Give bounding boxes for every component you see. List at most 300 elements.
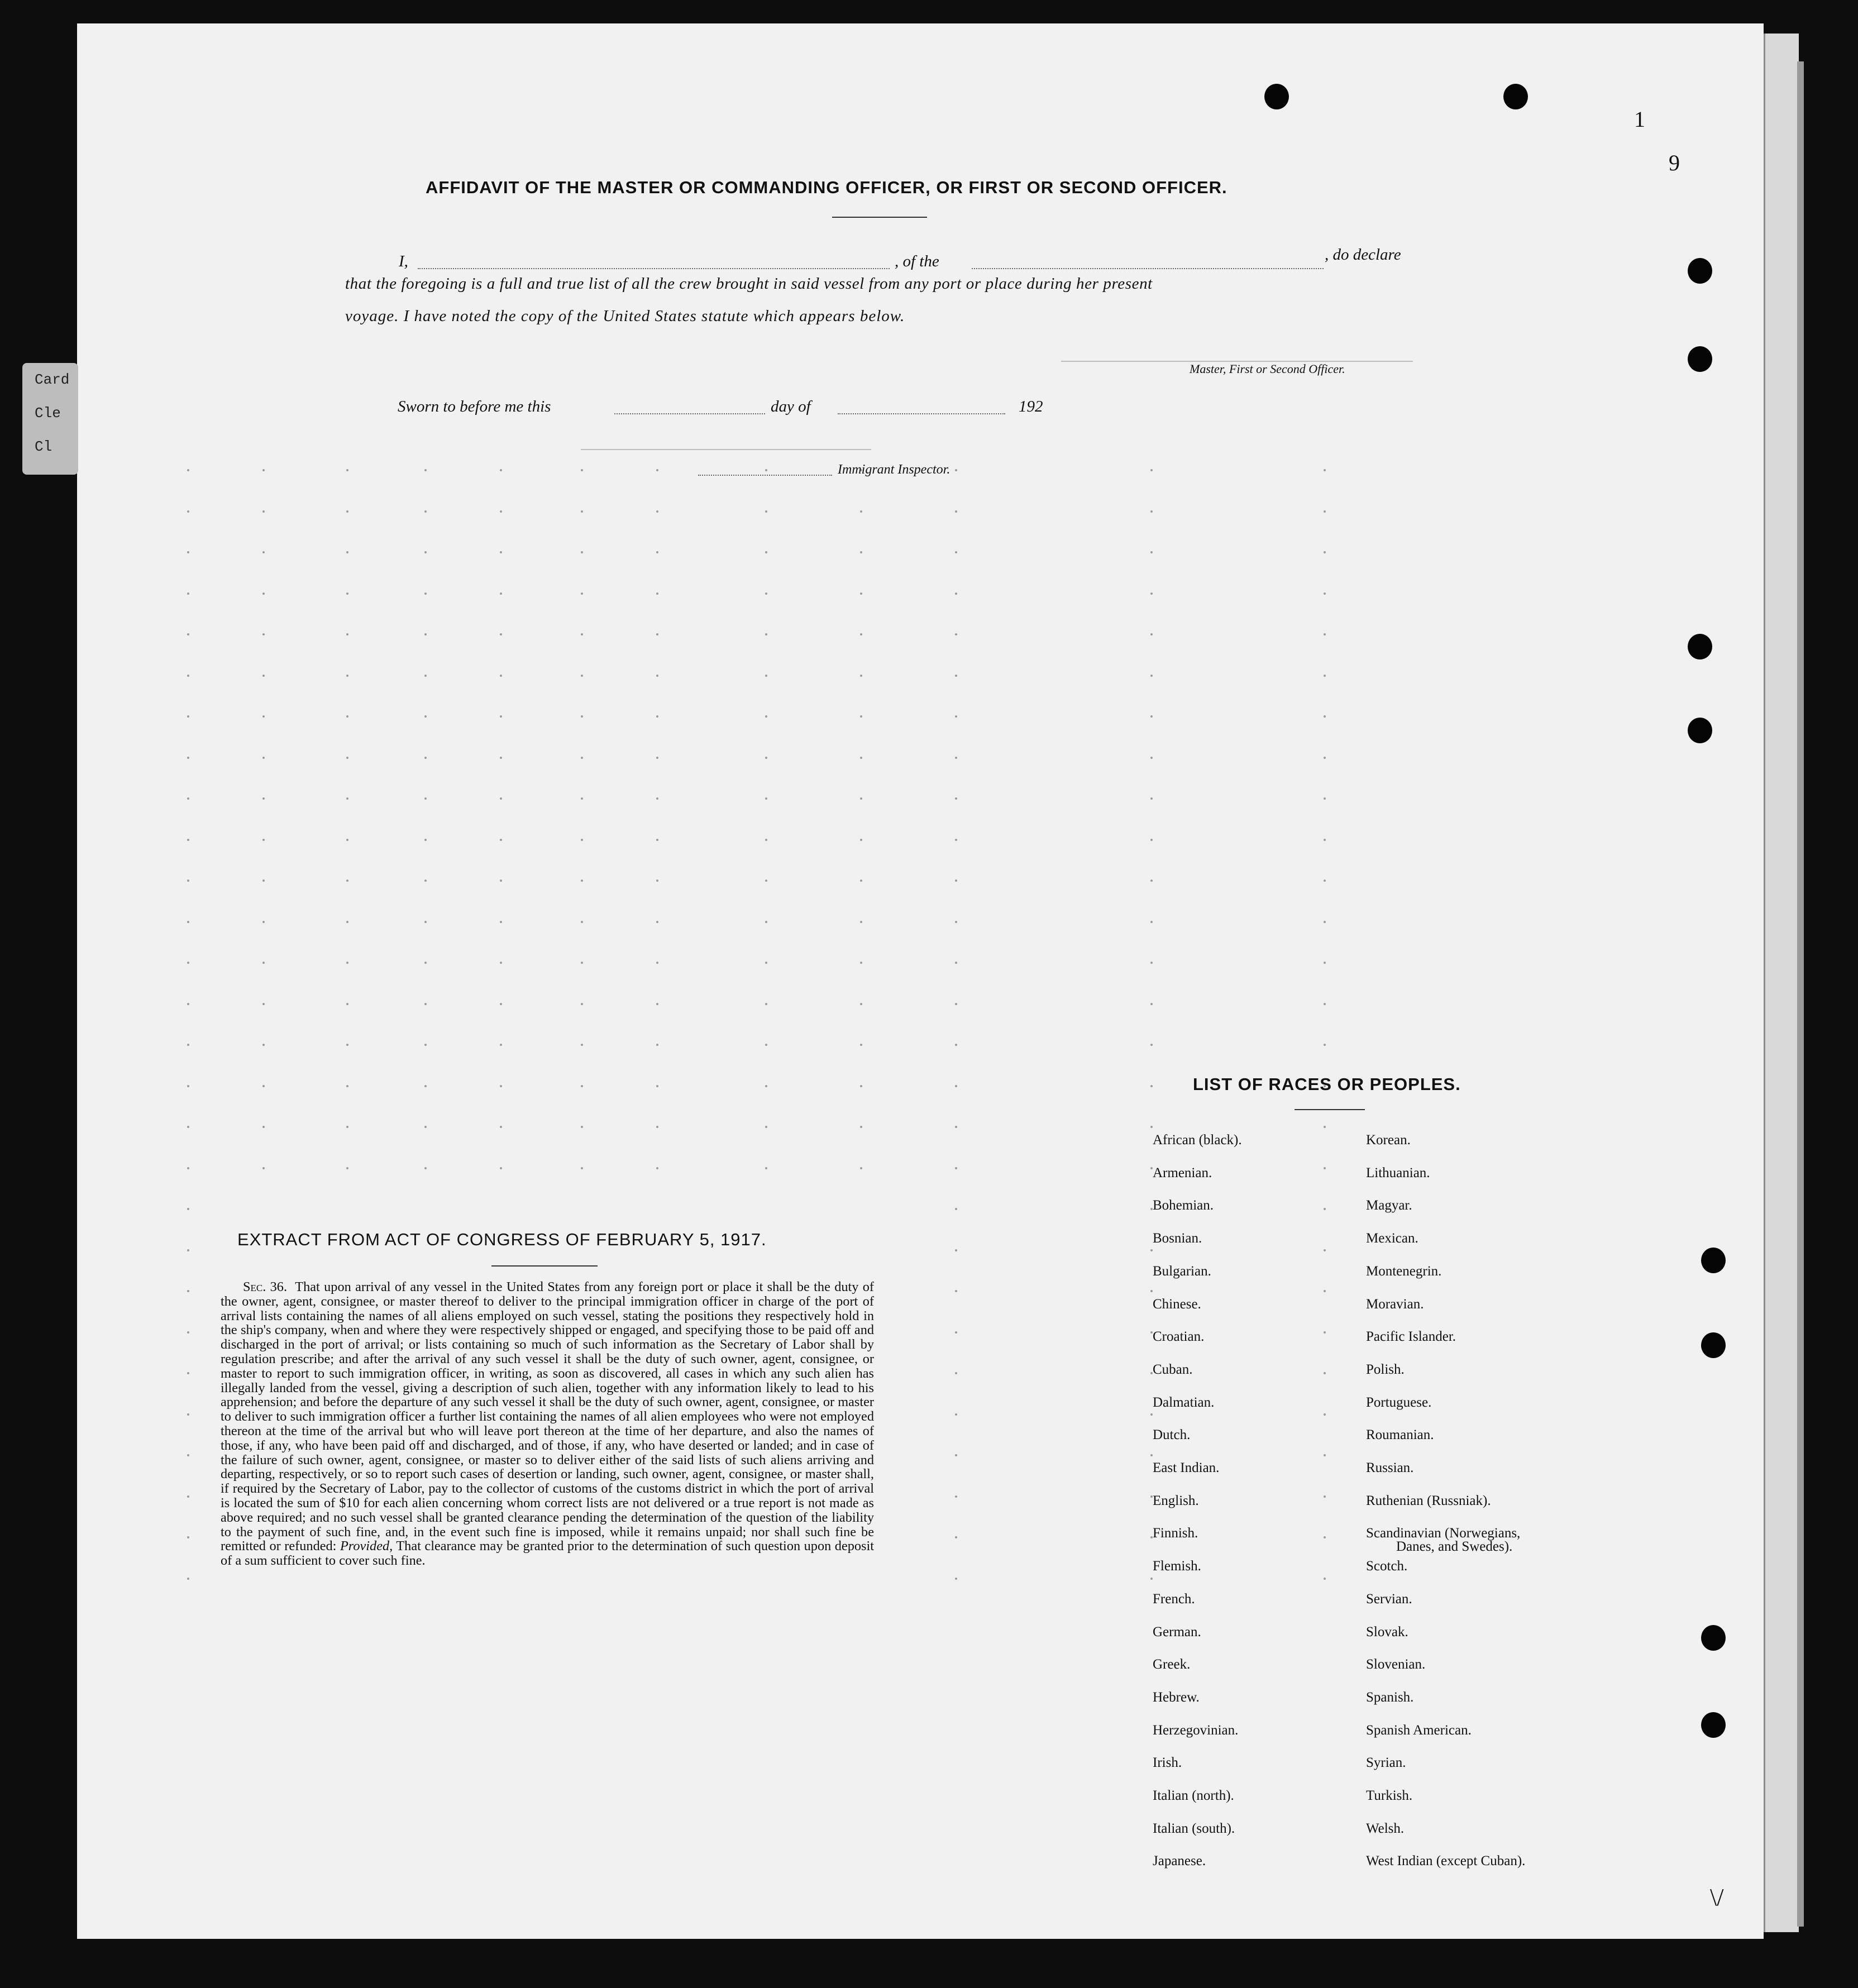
bleed-through-dot (262, 592, 265, 595)
bleed-through-dot (860, 880, 862, 882)
bleed-through-dot (424, 1044, 427, 1046)
bleed-through-dot (955, 1290, 957, 1292)
left-index-tab (22, 363, 78, 475)
bleed-through-dot (424, 962, 427, 964)
bleed-through-dot (424, 715, 427, 718)
bleed-through-dot (1150, 797, 1153, 800)
bleed-through-dot (500, 1003, 502, 1005)
bleed-through-dot (955, 1249, 957, 1251)
bleed-through-dot (1150, 469, 1153, 471)
bleed-through-dot (860, 551, 862, 553)
bleed-through-dot (424, 469, 427, 471)
bleed-through-dot (1324, 469, 1326, 471)
bleed-through-dot (1150, 715, 1153, 718)
bleed-through-dot (500, 551, 502, 553)
race-item: Syrian. (1366, 1755, 1406, 1771)
race-item: Russian. (1366, 1460, 1414, 1475)
bleed-through-dot (187, 1126, 189, 1128)
bleed-through-dot (187, 1331, 189, 1334)
bleed-through-dot (500, 1167, 502, 1169)
of-the-label: , of the (895, 252, 939, 270)
inspector-label: Immigrant Inspector. (838, 462, 951, 477)
bleed-through-dot (656, 757, 658, 759)
bleed-through-dot (1324, 921, 1326, 923)
bleed-through-dot (346, 1167, 348, 1169)
bleed-through-dot (1324, 1208, 1326, 1210)
bleed-through-dot (955, 1085, 957, 1087)
bleed-through-dot (187, 1249, 189, 1251)
bleed-through-dot (955, 1578, 957, 1580)
bleed-through-dot (262, 1085, 265, 1087)
bleed-through-dot (187, 1495, 189, 1498)
bleed-through-dot (765, 880, 767, 882)
vessel-fill-line[interactable] (972, 268, 1324, 269)
bleed-through-dot (581, 797, 583, 800)
bleed-through-dot (262, 469, 265, 471)
race-item: Finnish. (1153, 1526, 1198, 1541)
affidavit-statement-line2: voyage. I have noted the copy of the United States statute which appears below. (345, 307, 905, 325)
bleed-through-dot (187, 1413, 189, 1416)
bleed-through-dot (1150, 1578, 1153, 1580)
bleed-through-dot (656, 797, 658, 800)
bleed-through-dot (581, 1085, 583, 1087)
bleed-through-dot (860, 1003, 862, 1005)
bleed-through-dot (1324, 1044, 1326, 1046)
bleed-through-dot (955, 797, 957, 800)
left-tab-text-3: Cl (35, 438, 52, 455)
bleed-through-dot (1324, 1003, 1326, 1005)
bleed-through-dot (187, 633, 189, 635)
bleed-through-dot (656, 962, 658, 964)
bleed-through-dot (1324, 1578, 1326, 1580)
bleed-through-dot (656, 510, 658, 513)
bleed-through-dot (955, 962, 957, 964)
bleed-through-dot (860, 715, 862, 718)
bleed-through-dot (955, 921, 957, 923)
race-item: Dalmatian. (1153, 1394, 1215, 1410)
bleed-through-dot (346, 510, 348, 513)
race-item: Moravian. (1366, 1296, 1424, 1312)
bleed-through-dot (187, 921, 189, 923)
bleed-through-dot (581, 1044, 583, 1046)
bleed-through-dot (955, 551, 957, 553)
bleed-through-dot (860, 962, 862, 964)
bleed-through-dot (346, 633, 348, 635)
bleed-through-dot (1150, 551, 1153, 553)
bleed-through-dot (262, 962, 265, 964)
bleed-through-dot (1324, 1331, 1326, 1334)
bleed-through-dot (346, 1003, 348, 1005)
bleed-through-dot (424, 1167, 427, 1169)
bleed-through-dot (1150, 1290, 1153, 1292)
bleed-through-dot (1150, 592, 1153, 595)
bleed-through-dot (187, 1208, 189, 1210)
bleed-through-dot (1150, 675, 1153, 677)
year-label: 192 (1019, 398, 1043, 415)
bleed-through-dot (656, 715, 658, 718)
race-item: African (black). (1153, 1132, 1242, 1148)
bleed-through-dot (1150, 839, 1153, 841)
bleed-through-dot (955, 839, 957, 841)
bleed-through-dot (262, 715, 265, 718)
left-tab-text-2: Cle (35, 405, 61, 422)
bleed-through-dot (187, 715, 189, 718)
punch-hole (1701, 1712, 1726, 1738)
race-item: Korean. (1366, 1132, 1411, 1148)
bleed-through-dot (187, 1536, 189, 1538)
affidavit-heading: AFFIDAVIT OF THE MASTER OR COMMANDING OFFICER, OR FIRST OR SECOND OFFICER. (426, 178, 1227, 197)
bleed-through-dot (500, 839, 502, 841)
bleed-through-dot (765, 921, 767, 923)
race-item: Flemish. (1153, 1559, 1201, 1574)
punch-hole (1688, 346, 1712, 372)
bleed-through-dot (187, 1085, 189, 1087)
bleed-through-dot (500, 757, 502, 759)
bleed-through-dot (765, 715, 767, 718)
name-fill-line[interactable] (418, 268, 890, 269)
bleed-through-dot (955, 510, 957, 513)
races-rule (1295, 1109, 1365, 1110)
bleed-through-dot (955, 1495, 957, 1498)
bleed-through-dot (656, 633, 658, 635)
bleed-through-dot (765, 797, 767, 800)
bleed-through-dot (765, 592, 767, 595)
bleed-through-dot (765, 675, 767, 677)
bleed-through-dot (581, 1167, 583, 1169)
bleed-through-dot (346, 1126, 348, 1128)
race-item: Spanish American. (1366, 1722, 1472, 1738)
bleed-through-dot (424, 1003, 427, 1005)
bleed-through-dot (765, 1167, 767, 1169)
bleed-through-dot (262, 510, 265, 513)
bleed-through-dot (860, 797, 862, 800)
bleed-through-dot (1150, 1003, 1153, 1005)
bleed-through-dot (765, 1085, 767, 1087)
race-item: Roumanian. (1366, 1427, 1434, 1443)
bleed-through-dot (955, 1044, 957, 1046)
race-item: Mexican. (1366, 1231, 1418, 1246)
race-item: Herzegovinian. (1153, 1722, 1239, 1738)
bleed-through-dot (187, 797, 189, 800)
bleed-through-dot (1324, 592, 1326, 595)
bleed-through-dot (1324, 1167, 1326, 1169)
bleed-through-dot (955, 675, 957, 677)
bleed-through-dot (955, 1454, 957, 1456)
bleed-through-dot (346, 1085, 348, 1087)
extract-heading: EXTRACT FROM ACT OF CONGRESS OF FEBRUARY 5, 1917. (237, 1230, 767, 1249)
bleed-through-dot (500, 1126, 502, 1128)
bleed-through-dot (1150, 1413, 1153, 1416)
bleed-through-dot (765, 510, 767, 513)
punch-hole (1264, 84, 1289, 109)
race-item: Bulgarian. (1153, 1263, 1211, 1279)
race-item: Servian. (1366, 1591, 1412, 1607)
race-item: East Indian. (1153, 1460, 1220, 1475)
day-of-label: day of (771, 398, 811, 415)
bleed-through-dot (860, 1126, 862, 1128)
bleed-through-dot (656, 1044, 658, 1046)
bleed-through-dot (187, 757, 189, 759)
bleed-through-dot (346, 715, 348, 718)
heading-rule (832, 217, 927, 218)
extract-rule (491, 1265, 598, 1267)
bleed-through-dot (1324, 880, 1326, 882)
bleed-through-dot (1150, 1249, 1153, 1251)
bleed-through-dot (1150, 1085, 1153, 1087)
bleed-through-dot (262, 1003, 265, 1005)
margin-mark: \/ (1710, 1884, 1724, 1911)
bleed-through-dot (1324, 510, 1326, 513)
bleed-through-dot (581, 757, 583, 759)
bleed-through-dot (346, 839, 348, 841)
bleed-through-dot (581, 510, 583, 513)
bleed-through-dot (346, 551, 348, 553)
bleed-through-dot (187, 592, 189, 595)
race-item: English. (1153, 1493, 1199, 1508)
bleed-through-dot (765, 469, 767, 471)
punch-hole (1701, 1332, 1726, 1358)
bleed-through-dot (187, 510, 189, 513)
bleed-through-dot (424, 797, 427, 800)
bleed-through-dot (1324, 1536, 1326, 1538)
bleed-through-dot (581, 1003, 583, 1005)
bleed-through-dot (500, 510, 502, 513)
bleed-through-dot (187, 1167, 189, 1169)
bleed-through-dot (262, 633, 265, 635)
bleed-through-dot (424, 757, 427, 759)
bleed-through-dot (262, 921, 265, 923)
bleed-through-dot (955, 1167, 957, 1169)
bleed-through-dot (1324, 1413, 1326, 1416)
bleed-through-dot (656, 1085, 658, 1087)
bleed-through-dot (262, 551, 265, 553)
extract-body (221, 1280, 874, 1568)
bleed-through-dot (1324, 1495, 1326, 1498)
bleed-through-dot (1150, 1454, 1153, 1456)
bleed-through-dot (187, 1372, 189, 1374)
bleed-through-dot (955, 633, 957, 635)
bleed-through-dot (1324, 633, 1326, 635)
bleed-through-dot (860, 1085, 862, 1087)
race-item: Bosnian. (1153, 1231, 1202, 1246)
bleed-through-dot (262, 839, 265, 841)
race-item: Japanese. (1153, 1853, 1206, 1869)
bleed-through-dot (346, 921, 348, 923)
inspector-signature-line[interactable] (698, 475, 832, 476)
month-fill-line[interactable] (838, 413, 1005, 414)
left-tab-text-1: Card (35, 371, 70, 388)
bleed-through-dot (1150, 921, 1153, 923)
bleed-through-dot (860, 592, 862, 595)
bleed-through-dot (1324, 1290, 1326, 1292)
bleed-through-dot (581, 839, 583, 841)
i-label: I, (399, 252, 408, 270)
bleed-through-dot (424, 921, 427, 923)
bleed-through-dot (955, 757, 957, 759)
bleed-through-dot (860, 510, 862, 513)
bleed-through-dot (1150, 1044, 1153, 1046)
bleed-through-dot (860, 921, 862, 923)
bleed-through-dot (656, 839, 658, 841)
race-item: Irish. (1153, 1755, 1182, 1771)
do-declare-label: , do declare (1325, 246, 1401, 264)
bleed-through-dot (860, 1167, 862, 1169)
bleed-through-dot (581, 921, 583, 923)
margin-mark: 9 (1669, 150, 1680, 175)
bleed-through-dot (424, 1085, 427, 1087)
bleed-through-dot (262, 1044, 265, 1046)
extract-text-part2: That clearance may be granted prior to the determination of such question upon deposit of a sum sufficient to cover such fine. (221, 1538, 874, 1569)
bleed-through-dot (346, 1044, 348, 1046)
bleed-through-dot (424, 1126, 427, 1128)
bleed-through-dot (656, 592, 658, 595)
bleed-through-dot (581, 962, 583, 964)
bleed-through-dot (765, 551, 767, 553)
bleed-through-dot (1324, 551, 1326, 553)
bleed-through-dot (581, 1126, 583, 1128)
bleed-through-dot (1150, 962, 1153, 964)
race-item: Magyar. (1366, 1198, 1412, 1213)
race-item: Armenian. (1153, 1165, 1212, 1181)
bleed-through-dot (1150, 757, 1153, 759)
bleed-through-dot (1324, 1249, 1326, 1251)
provided-word: Provided, (340, 1538, 393, 1554)
bleed-through-dot (581, 715, 583, 718)
bleed-through-dot (656, 469, 658, 471)
inspector-rule (581, 449, 871, 450)
bleed-through-dot (500, 1085, 502, 1087)
bleed-through-dot (262, 757, 265, 759)
bleed-through-dot (346, 592, 348, 595)
bleed-through-dot (1324, 839, 1326, 841)
race-item: Cuban. (1153, 1361, 1193, 1377)
race-item: Turkish. (1366, 1788, 1413, 1803)
punch-hole (1688, 258, 1712, 284)
bleed-through-dot (187, 880, 189, 882)
punch-hole (1688, 718, 1712, 743)
bleed-through-dot (500, 592, 502, 595)
bleed-through-dot (955, 1126, 957, 1128)
margin-mark: 1 (1634, 107, 1645, 132)
bleed-through-dot (765, 1044, 767, 1046)
bleed-through-dot (581, 469, 583, 471)
bleed-through-dot (656, 1126, 658, 1128)
bleed-through-dot (500, 797, 502, 800)
page-edge-strip (1764, 34, 1799, 1932)
race-item: West Indian (except Cuban). (1366, 1853, 1526, 1869)
race-item: Welsh. (1366, 1820, 1405, 1836)
bleed-through-dot (860, 675, 862, 677)
bleed-through-dot (1324, 962, 1326, 964)
bleed-through-dot (500, 675, 502, 677)
bleed-through-dot (656, 675, 658, 677)
bleed-through-dot (187, 1454, 189, 1456)
bleed-through-dot (656, 880, 658, 882)
punch-hole (1701, 1625, 1726, 1651)
race-item: Spanish. (1366, 1689, 1414, 1705)
bleed-through-dot (500, 715, 502, 718)
race-item: Italian (south). (1153, 1820, 1235, 1836)
bleed-through-dot (346, 675, 348, 677)
bleed-through-dot (955, 1536, 957, 1538)
bleed-through-dot (262, 1167, 265, 1169)
bleed-through-dot (1324, 757, 1326, 759)
race-item: Ruthenian (Russniak). (1366, 1493, 1491, 1508)
bleed-through-dot (187, 1044, 189, 1046)
race-item: Dutch. (1153, 1427, 1191, 1443)
bleed-through-dot (1324, 715, 1326, 718)
bleed-through-dot (765, 757, 767, 759)
bleed-through-dot (860, 839, 862, 841)
race-item: Greek. (1153, 1657, 1191, 1672)
bleed-through-dot (187, 962, 189, 964)
bleed-through-dot (187, 839, 189, 841)
bleed-through-dot (656, 1003, 658, 1005)
bleed-through-dot (346, 962, 348, 964)
bleed-through-dot (346, 757, 348, 759)
race-item: French. (1153, 1591, 1195, 1607)
manifest-page (77, 23, 1764, 1939)
bleed-through-dot (955, 1413, 957, 1416)
races-heading: LIST OF RACES OR PEOPLES. (1193, 1074, 1461, 1094)
punch-hole (1688, 634, 1712, 660)
race-item: Bohemian. (1153, 1198, 1214, 1213)
bleed-through-dot (424, 675, 427, 677)
bleed-through-dot (500, 1044, 502, 1046)
bleed-through-dot (187, 675, 189, 677)
bleed-through-dot (1324, 1126, 1326, 1128)
bleed-through-dot (187, 1578, 189, 1580)
bleed-through-dot (955, 1208, 957, 1210)
bleed-through-dot (860, 633, 862, 635)
bleed-through-dot (860, 757, 862, 759)
bleed-through-dot (500, 921, 502, 923)
bleed-through-dot (581, 633, 583, 635)
extract-text-part1: That upon arrival of any vessel in the United States from any foreign port or place it shall be the duty of the owner, agent, consignee, or master thereof to deliver to the principal immigration officer in charge of the port of arrival lists containing the names of all aliens employed on such vessel, stating the positions they respectively hold in the ship's company, when and where they were respectively shipped or engaged, and specifying those to be paid off and discharged in the port of arrival; or lists containing so much of such information as the Secretary of Labor shall by regulation prescribe; and after the arrival of any such vessel it shall be the duty of such owner, agent, consignee, or master to report to such immigration officer, in writing, as soon as discovered, all cases in which any such alien has illegally landed from the vessel, giving a description of such alien, together with any information likely to lead to his apprehension; and before the departure of any such vessel it shall be the duty of such owner, agent, consignee, or master to deliver to such immigration officer a further list containing the names of all alien employees who were not employed thereon at the time of the arrival but who will leave port thereon at the time of her departure, and also the names of those, if any, who have been paid off and discharged, and of those, if any, who have deserted or landed; and in case of the failure of such owner, agent, consignee, or master so to deliver either of the said lists of such aliens arriving and departing, respectively, or so to report such cases of desertion or landing, such owner, agent, consignee, or master shall, if required by the Secretary of Labor, pay to the collector of customs of the customs district in which the port of arrival is located the sum of $10 for each alien concerning whom correct lists are not delivered or a true report is not made as above required; and no such vessel shall be granted clearance pending the determination of the question of the liability to the payment of such fine, and, in the event such fine is imposed, while it remains unpaid; nor shall such fine be remitted or refunded: (221, 1279, 874, 1554)
race-item: Scandinavian (Norwegians, (1366, 1526, 1521, 1541)
bleed-through-dot (262, 880, 265, 882)
bleed-through-dot (955, 1003, 957, 1005)
section-number: Sec. 36. (243, 1279, 288, 1294)
race-item: Pacific Islander. (1366, 1329, 1456, 1345)
race-item: Italian (north). (1153, 1788, 1234, 1803)
day-fill-line[interactable] (614, 413, 765, 414)
bleed-through-dot (424, 592, 427, 595)
bleed-through-dot (1150, 880, 1153, 882)
bleed-through-dot (262, 797, 265, 800)
bleed-through-dot (765, 633, 767, 635)
bleed-through-dot (581, 592, 583, 595)
race-item: Slovak. (1366, 1624, 1408, 1640)
race-item: Polish. (1366, 1361, 1405, 1377)
bleed-through-dot (262, 675, 265, 677)
bleed-through-dot (500, 469, 502, 471)
bleed-through-dot (765, 1126, 767, 1128)
race-item: Croatian. (1153, 1329, 1205, 1345)
bleed-through-dot (955, 592, 957, 595)
bleed-through-dot (765, 1003, 767, 1005)
bleed-through-dot (860, 1044, 862, 1046)
bleed-through-dot (1150, 633, 1153, 635)
bleed-through-dot (187, 1290, 189, 1292)
bleed-through-dot (1324, 797, 1326, 800)
bleed-through-dot (500, 633, 502, 635)
bleed-through-dot (765, 839, 767, 841)
bleed-through-dot (346, 797, 348, 800)
bleed-through-dot (1150, 1126, 1153, 1128)
bleed-through-dot (187, 469, 189, 471)
bleed-through-dot (187, 1003, 189, 1005)
